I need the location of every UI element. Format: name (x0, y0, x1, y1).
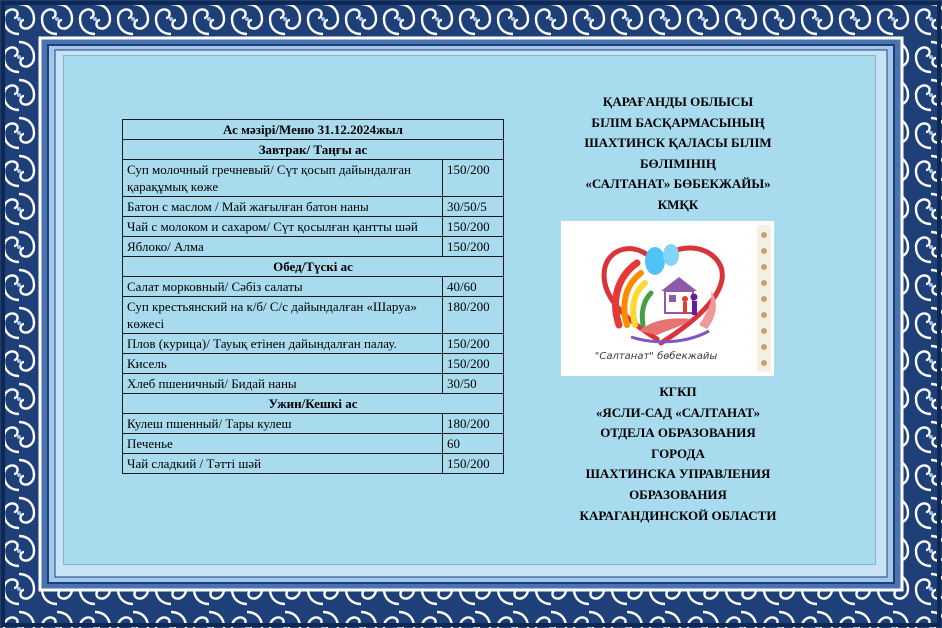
organization-name-line: БӨЛІМІНІҢ (639, 155, 717, 171)
menu-item-row (123, 197, 504, 217)
dish-name: Батон с маслом / Май жағылған батон наны (123, 197, 443, 217)
meal-section-header: Обед/Түскі ас (123, 257, 504, 277)
menu-item-row (123, 217, 504, 237)
portion-size: 150/200 (443, 237, 504, 257)
dish-name: Чай сладкий / Тәтті шәй (123, 454, 443, 474)
menu-item-row (123, 237, 504, 257)
menu-item-row (123, 354, 504, 374)
menu-item-row (123, 277, 504, 297)
menu-title: Ас мәзірі/Меню 31.12.2024жыл (123, 120, 504, 140)
dish-name: Печенье (123, 434, 443, 454)
dish-name: Кисель (123, 354, 443, 374)
organization-name-line: ОБРАЗОВАНИЯ (629, 486, 727, 502)
organization-name-russian (560, 382, 796, 526)
dish-name: Суп молочный гречневый/ Сүт қосып дайындалған қарақұмық көже (123, 160, 443, 197)
menu-item-row (123, 434, 504, 454)
dish-name: Хлеб пшеничный/ Бидай наны (123, 374, 443, 394)
organization-name-line: ШАХТИНСКА УПРАВЛЕНИЯ (585, 466, 771, 482)
organization-name-line: «ЯСЛИ-САД «САЛТАНАТ» (595, 404, 761, 420)
portion-size: 150/200 (443, 160, 504, 197)
organization-name-line: «САЛТАНАТ» БӨБЕКЖАЙЫ» (585, 176, 771, 192)
organization-name-line: КГКП (659, 384, 697, 399)
dish-name: Салат морковный/ Сәбіз салаты (123, 277, 443, 297)
meal-section-header: Завтрак/ Таңғы ас (123, 140, 504, 160)
portion-size: 150/200 (443, 454, 504, 474)
kindergarten-logo (561, 221, 774, 376)
menu-item-row (123, 374, 504, 394)
logo-caption: "Салтанат" бөбекжайы (594, 351, 718, 362)
dish-name: Яблоко/ Алма (123, 237, 443, 257)
dish-name: Суп крестьянский на к/б/ С/с дайындалған «Шаруа» көжесі (123, 297, 443, 334)
meal-section-row (123, 394, 504, 414)
organization-name-line: ГОРОДА (651, 445, 705, 461)
organization-name-line: ШАХТИНСК ҚАЛАСЫ БІЛІМ (584, 135, 772, 151)
meal-section-row (123, 140, 504, 160)
organization-name-line: БІЛІМ БАСҚАРМАСЫНЫҢ (591, 114, 765, 130)
organization-name-line: КМҚК (657, 196, 699, 212)
menu-item-row (123, 454, 504, 474)
portion-size: 60 (443, 434, 504, 454)
menu-table (122, 119, 504, 474)
portion-size: 180/200 (443, 414, 504, 434)
menu-item-row (123, 414, 504, 434)
organization-name-kazakh (560, 92, 796, 216)
meal-section-row (123, 257, 504, 277)
dish-name: Кулеш пшенный/ Тары кулеш (123, 414, 443, 434)
menu-item-row (123, 334, 504, 354)
portion-size: 150/200 (443, 354, 504, 374)
dish-name: Чай с молоком и сахаром/ Сүт қосылған қантты шәй (123, 217, 443, 237)
dish-name: Плов (курица)/ Тауық етінен дайындалған палау. (123, 334, 443, 354)
menu-item-row (123, 297, 504, 334)
menu-title-row (123, 120, 504, 140)
organization-name-line: КАРАГАНДИНСКОЙ ОБЛАСТИ (579, 507, 777, 523)
organization-name-line: ҚАРАҒАНДЫ ОБЛЫСЫ (602, 94, 754, 109)
portion-size: 30/50/5 (443, 197, 504, 217)
organization-name-line: ОТДЕЛА ОБРАЗОВАНИЯ (600, 425, 756, 441)
portion-size: 150/200 (443, 334, 504, 354)
menu-item-row (123, 160, 504, 197)
portion-size: 150/200 (443, 217, 504, 237)
portion-size: 180/200 (443, 297, 504, 334)
portion-size: 30/50 (443, 374, 504, 394)
portion-size: 40/60 (443, 277, 504, 297)
meal-section-header: Ужин/Кешкі ас (123, 394, 504, 414)
